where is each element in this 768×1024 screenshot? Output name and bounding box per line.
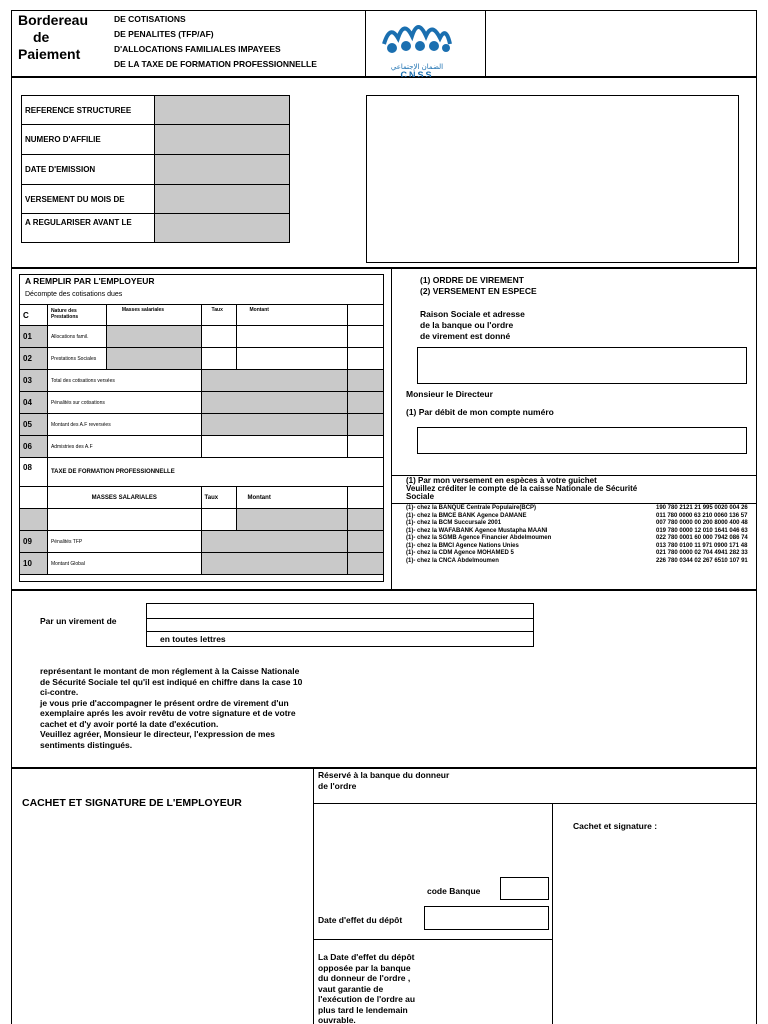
row-code: 10 — [20, 553, 48, 575]
ref-value-3[interactable] — [155, 185, 290, 214]
bank-list — [406, 505, 754, 565]
ref-label-0: REFERENCE STRUCTUREE — [22, 96, 155, 125]
row-code: 02 — [20, 348, 48, 370]
letters-label: en toutes lettres — [160, 634, 226, 644]
contributions-table — [19, 304, 384, 575]
bank-address-label: Raison Sociale et adresse de la banque ou l'ordre de virement est donné — [420, 309, 525, 341]
row-label: Prestations Sociales — [47, 348, 106, 370]
row-label: Pénalités sur cotisations — [47, 392, 201, 414]
ref-label-3: VERSEMENT DU MOIS DE — [22, 185, 155, 214]
mode-espece: (2) VERSEMENT EN ESPECE — [420, 286, 537, 296]
tfp-montant-head: Montant — [237, 487, 348, 509]
logo-cnss: CNSS — [400, 70, 434, 80]
list-item: (1)- chez la CDM Agence MOHAMED 5 021 780 0000 02 704 4941 282 33 — [406, 550, 748, 556]
employer-stamp-label: CACHET ET SIGNATURE DE L'EMPLOYEUR — [22, 797, 242, 809]
date-effet-input[interactable] — [424, 906, 549, 930]
list-item: (1)- chez la WAFABANK Agence Mustapha MAANI 019 780 0000 12 010 1641 046 63 — [406, 527, 748, 534]
monsieur-label: Monsieur le Directeur — [406, 389, 493, 399]
header-subtitle: DE COTISATIONS DE PENALITES (TFP/AF) D'ALLOCATIONS FAMILIALES IMPAYEES DE LA TAXE DE FORMATION PROFESSIONNELLE — [114, 14, 317, 69]
col-nature: Nature des Prestations — [47, 305, 106, 326]
debit-label: (1) Par débit de mon compte numéro — [406, 407, 554, 417]
ref-label-4: A REGULARISER AVANT LE — [22, 214, 155, 243]
ref-value-2[interactable] — [155, 155, 290, 185]
ref-label-2: DATE D'EMISSION — [22, 155, 155, 185]
tfp-taux-head: Taux — [201, 487, 237, 509]
row-label: Total des cotisations versées — [47, 370, 201, 392]
row-code: 05 — [20, 414, 48, 436]
page-title: Bordereau de Paiement — [18, 12, 89, 62]
row-montant-input[interactable] — [237, 326, 348, 348]
col-taux: Taux — [201, 305, 237, 326]
col-montant: Montant — [237, 305, 348, 326]
mode-virement: (1) ORDRE DE VIREMENT — [420, 275, 524, 285]
address-box[interactable] — [366, 95, 739, 263]
reference-table — [21, 95, 290, 243]
row-masses-input[interactable] — [106, 326, 201, 348]
row-code: 08 — [20, 458, 48, 487]
row-label: TAXE DE FORMATION PROFESSIONNELLE — [47, 458, 383, 487]
tfp-masses-input[interactable] — [47, 509, 201, 531]
row-code: 06 — [20, 436, 48, 458]
ref-value-4[interactable] — [155, 214, 290, 243]
row-amount-input[interactable] — [348, 436, 384, 458]
list-item: (1)- chez la CNCA Abdelmoumen 226 780 0344 02 267 6510 107 91 — [406, 557, 748, 564]
row-amount-input[interactable] — [348, 370, 384, 392]
row-montant-input[interactable] — [237, 348, 348, 370]
employer-subtitle: Décompte des cotisations dues — [25, 291, 123, 298]
row-code: 01 — [20, 326, 48, 348]
list-item: (1)- chez la BMCE BANK Agence DAMANE 011 780 0000 63 210 0060 136 57 — [406, 512, 748, 519]
tfp-masses-head: MASSES SALARIALES — [47, 487, 201, 509]
row-amount-input[interactable] — [348, 414, 384, 436]
bank-address-input[interactable] — [417, 347, 747, 384]
row-label: Montant Global — [47, 553, 201, 575]
payment-modes — [420, 275, 537, 297]
employer-title: A REMPLIR PAR L'EMPLOYEUR — [25, 276, 155, 286]
list-item: (1)- chez la BCM Succursale 2001 007 780 0000 00 200 8000 400 48 — [406, 520, 748, 526]
transfer-label: Par un virement de — [40, 616, 117, 626]
row-label: Admistries des A.F — [47, 436, 201, 458]
ref-value-1[interactable] — [155, 125, 290, 155]
ref-value-0[interactable] — [155, 96, 290, 125]
tfp-montant-input[interactable] — [237, 509, 348, 531]
row-taux-input[interactable] — [201, 326, 237, 348]
list-item: (1)- chez la SGMB Agence Financier Abdelmoumen 022 780 0001 60 000 7942 086 74 — [406, 535, 748, 541]
row-masses-input[interactable] — [106, 348, 201, 370]
code-banque-input[interactable] — [500, 877, 549, 900]
list-item: (1)- chez la BANQUE Centrale Populaire(BCP) 190 780 2121 21 995 0020 004 26 — [406, 505, 748, 511]
row-label: Pénalités TFP — [47, 531, 201, 553]
row-code: 03 — [20, 370, 48, 392]
row-amount-input[interactable] — [348, 392, 384, 414]
cnss-logo — [380, 14, 454, 80]
list-item: (1)- chez la BMCI Agence Nations Unies 013 780 0100 11 971 0900 171 48 — [406, 542, 748, 549]
transfer-body: représentant le montant de mon réglement à la Caisse Nationale de Sécurité Sociale tel qu'il est indiqué en chiffre dans la case 10 ci-contre. je vous prie d'accompagner le présent ordre de virement d'un exemplaire aprés les avoir revêtu de votre signature et de votre cachet et d'y avoir porté la date d'exécution. Veuillez agréer, Monsieur le directeur, l'expression de mes sentiments distingués. — [40, 666, 303, 750]
cash-note: (1) Par mon versement en espèces à votre guichet Veuillez créditer le compte de la caisse Nationale de Sécurité Sociale — [406, 476, 638, 501]
date-note: La Date d'effet du dépôt opposée par la banque du donneur de l'ordre , vaut garantie de l'exécution de l'ordre au plus tard le lendemain ouvrable. — [318, 952, 416, 1024]
date-effet-label: Date d'effet du dépôt — [318, 915, 403, 925]
stamp-label: Cachet et signature : — [573, 821, 658, 831]
code-banque-label: code Banque — [427, 886, 481, 896]
row-amount-input[interactable] — [348, 531, 384, 553]
row-code: 09 — [20, 531, 48, 553]
tfp-taux-input[interactable] — [201, 509, 237, 531]
ref-label-1: NUMERO D'AFFILIE — [22, 125, 155, 155]
row-label: Montant des A.F reversées — [47, 414, 201, 436]
row-amount-input[interactable] — [348, 553, 384, 575]
row-label: Allocations famil. — [47, 326, 106, 348]
row-code: 04 — [20, 392, 48, 414]
reserved-label: Réservé à la banque du donneur de l'ordre — [318, 770, 450, 791]
logo-arabic: الضمان الإجتماعي — [390, 63, 444, 71]
col-masses: Masses salariales — [106, 305, 201, 326]
account-number-input[interactable] — [417, 427, 747, 454]
row-taux-input[interactable] — [201, 348, 237, 370]
col-c: C — [20, 305, 48, 326]
